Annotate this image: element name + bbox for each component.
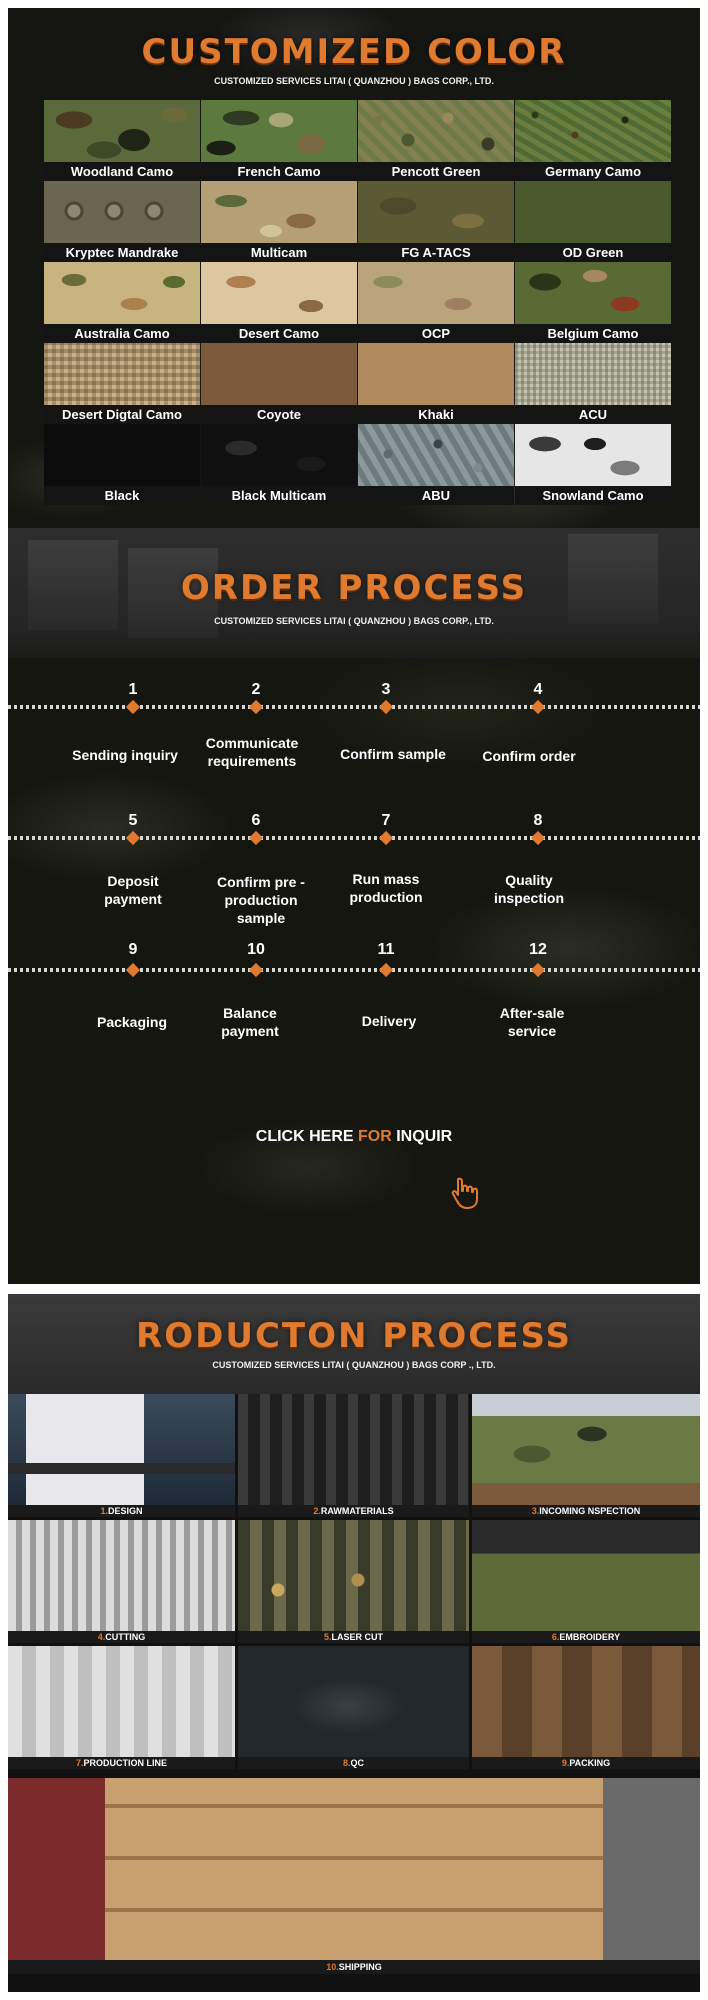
swatch-germany-camo[interactable]	[515, 100, 671, 181]
step-marker-icon	[379, 963, 393, 977]
timeline-dotted-line	[8, 968, 700, 972]
step-marker-icon	[126, 700, 140, 714]
production-photo-laser-cut	[238, 1520, 469, 1643]
germany-camo-pattern	[515, 100, 671, 162]
belgium-camo-pattern	[515, 262, 671, 324]
photo-caption: 6.EMBROIDERY	[472, 1631, 700, 1643]
production-photo-inspection	[472, 1394, 700, 1517]
swatch-label: FG A-TACS	[358, 243, 514, 262]
step-marker-icon	[379, 831, 393, 845]
french-camo-pattern	[201, 100, 357, 162]
step-marker-icon	[249, 831, 263, 845]
qc-photo	[238, 1646, 469, 1757]
step-label: Balance payment	[221, 1005, 279, 1039]
step-marker-icon	[126, 963, 140, 977]
swatch-black[interactable]	[44, 424, 200, 505]
photo-caption: 2.RAWMATERIALS	[238, 1505, 469, 1517]
swatch-abu[interactable]	[358, 424, 514, 505]
production-photo-design	[8, 1394, 235, 1517]
swatch-fg-a-tacs[interactable]	[358, 181, 514, 262]
step-number: 10	[247, 941, 265, 958]
inquiry-link[interactable]	[0, 1128, 708, 1146]
swatch-snowland-camo[interactable]	[515, 424, 671, 505]
inquiry-link-highlight: FOR	[358, 1128, 392, 1145]
swatch-label: French Camo	[201, 162, 357, 181]
acu-pattern	[515, 343, 671, 405]
swatch-label: ABU	[358, 486, 514, 505]
swatch-label: Black Multicam	[201, 486, 357, 505]
step-label: Quality inspection	[493, 872, 564, 906]
design-photo	[8, 1394, 235, 1505]
rawmaterials-photo	[238, 1394, 469, 1505]
swatch-label: Snowland Camo	[515, 486, 671, 505]
step-number: 6	[251, 812, 261, 829]
step-label: Delivery	[361, 1013, 417, 1029]
photo-caption: 7.PRODUCTION LINE	[8, 1757, 235, 1769]
step-marker-icon	[531, 700, 545, 714]
step-number: 5	[128, 812, 138, 829]
swatch-australia-camo[interactable]	[44, 262, 200, 343]
timeline-dotted-line	[8, 836, 700, 840]
photo-caption: 1.DESIGN	[8, 1505, 235, 1517]
black-multicam-pattern	[201, 424, 357, 486]
step-marker-icon	[126, 831, 140, 845]
swatch-coyote[interactable]	[201, 343, 357, 424]
step-number: 2	[251, 681, 261, 698]
timeline-dotted-line	[8, 705, 700, 709]
od-green-pattern	[515, 181, 671, 243]
packing-photo	[472, 1646, 700, 1757]
desert-camo-pattern	[201, 262, 357, 324]
customized-color-subtitle: CUSTOMIZED SERVICES LITAI ( QUANZHOU ) BAGS CORP., LTD.	[214, 76, 494, 86]
order-process-title: ORDER PROCESS	[180, 568, 528, 608]
step-marker-icon	[249, 700, 263, 714]
photo-caption: 4.CUTTING	[8, 1631, 235, 1643]
swatch-label: Khaki	[358, 405, 514, 424]
inspection-photo	[472, 1394, 700, 1505]
photo-caption: 9.PACKING	[472, 1757, 700, 1769]
swatch-woodland-camo[interactable]	[44, 100, 200, 181]
swatch-pencott-green[interactable]	[358, 100, 514, 181]
production-process-section	[8, 1294, 700, 1992]
swatch-label: Coyote	[201, 405, 357, 424]
swatch-label: OCP	[358, 324, 514, 343]
multicam-pattern	[201, 181, 357, 243]
production-process-title: RODUCTON PROCESS	[136, 1316, 572, 1356]
step-number: 11	[377, 941, 395, 958]
snowland-camo-pattern	[515, 424, 671, 486]
production-photo-shipping	[8, 1778, 700, 1974]
swatch-label: Belgium Camo	[515, 324, 671, 343]
step-label: After-sale service	[499, 1005, 565, 1039]
pointing-hand-icon[interactable]	[448, 1175, 484, 1211]
step-marker-icon	[531, 831, 545, 845]
photo-caption: 5.LASER CUT	[238, 1631, 469, 1643]
swatch-label: ACU	[515, 405, 671, 424]
swatch-label: Australia Camo	[44, 324, 200, 343]
swatch-black-multicam[interactable]	[201, 424, 357, 505]
ocp-pattern	[358, 262, 514, 324]
step-marker-icon	[249, 963, 263, 977]
order-process-section	[8, 528, 700, 1284]
photo-caption: 8.QC	[238, 1757, 469, 1769]
swatch-label: Desert Digtal Camo	[44, 405, 200, 424]
step-label: Packaging	[96, 1014, 168, 1030]
cutting-photo	[8, 1520, 235, 1631]
swatch-label: Germany Camo	[515, 162, 671, 181]
production-process-subtitle: CUSTOMIZED SERVICES LITAI ( QUANZHOU ) BAGS CORP ., LTD.	[212, 1360, 496, 1370]
production-photo-rawmaterials	[238, 1394, 469, 1517]
swatch-french-camo[interactable]	[201, 100, 357, 181]
production-photo-qc	[238, 1646, 469, 1769]
coyote-pattern	[201, 343, 357, 405]
swatch-row	[44, 343, 672, 424]
step-number: 8	[533, 812, 543, 829]
step-label: Confirm pre - production sample	[217, 874, 305, 926]
photo-caption: 3.INCOMING NSPECTION	[472, 1505, 700, 1517]
step-marker-icon	[531, 963, 545, 977]
customized-color-title: CUSTOMIZED COLOR	[141, 32, 567, 72]
embroidery-photo	[472, 1520, 700, 1631]
swatch-khaki[interactable]	[358, 343, 514, 424]
swatch-multicam[interactable]	[201, 181, 357, 262]
khaki-pattern	[358, 343, 514, 405]
inquiry-link-text: INQUIR	[391, 1128, 453, 1145]
australia-camo-pattern	[44, 262, 200, 324]
kryptec-mandrake-pattern	[44, 181, 200, 243]
abu-pattern	[358, 424, 514, 486]
step-label: Sending inquiry	[72, 747, 178, 763]
swatch-acu[interactable]	[515, 343, 671, 424]
step-label: Run mass production	[349, 871, 423, 905]
swatch-row	[44, 262, 672, 343]
production-photo-production-line	[8, 1646, 235, 1769]
swatch-ocp[interactable]	[358, 262, 514, 343]
swatch-od-green[interactable]	[515, 181, 671, 262]
color-swatch-grid	[44, 100, 672, 505]
step-number: 4	[533, 681, 543, 698]
step-label: Communicate requirements	[205, 735, 299, 769]
production-photo-cutting	[8, 1520, 235, 1643]
production-photo-embroidery	[472, 1520, 700, 1643]
swatch-label: OD Green	[515, 243, 671, 262]
swatch-row	[44, 181, 672, 262]
pencott-green-pattern	[358, 100, 514, 162]
inquiry-link-text: CLICK HERE	[255, 1128, 358, 1145]
laser-cut-photo	[238, 1520, 469, 1631]
step-label: Confirm order	[482, 748, 576, 764]
customized-color-section	[8, 8, 700, 528]
step-number: 3	[381, 681, 391, 698]
swatch-row	[44, 424, 672, 505]
step-number: 12	[529, 941, 547, 958]
desert-digital-camo-pattern	[44, 343, 200, 405]
swatch-kryptec-mandrake[interactable]	[44, 181, 200, 262]
step-number: 1	[128, 681, 138, 698]
production-line-photo	[8, 1646, 235, 1757]
step-label: Deposit payment	[104, 873, 162, 907]
swatch-label: Woodland Camo	[44, 162, 200, 181]
swatch-label: Black	[44, 486, 200, 505]
woodland-camo-pattern	[44, 100, 200, 162]
swatch-belgium-camo[interactable]	[515, 262, 671, 343]
order-process-subtitle: CUSTOMIZED SERVICES LITAI ( QUANZHOU ) BAGS CORP., LTD.	[214, 616, 494, 626]
step-number: 7	[381, 812, 391, 829]
swatch-desert-camo[interactable]	[201, 262, 357, 343]
swatch-label: Pencott Green	[358, 162, 514, 181]
swatch-label: Kryptec Mandrake	[44, 243, 200, 262]
swatch-label: Desert Camo	[201, 324, 357, 343]
step-number: 9	[128, 941, 138, 958]
swatch-label: Multicam	[201, 243, 357, 262]
step-label: Confirm sample	[340, 746, 446, 762]
step-marker-icon	[379, 700, 393, 714]
black-pattern	[44, 424, 200, 486]
swatch-desert-digtal-camo[interactable]	[44, 343, 200, 424]
shipping-photo	[8, 1778, 700, 1960]
production-photo-packing	[472, 1646, 700, 1769]
swatch-row	[44, 100, 672, 181]
fg-a-tacs-pattern	[358, 181, 514, 243]
photo-caption: 10.SHIPPING	[8, 1960, 700, 1974]
